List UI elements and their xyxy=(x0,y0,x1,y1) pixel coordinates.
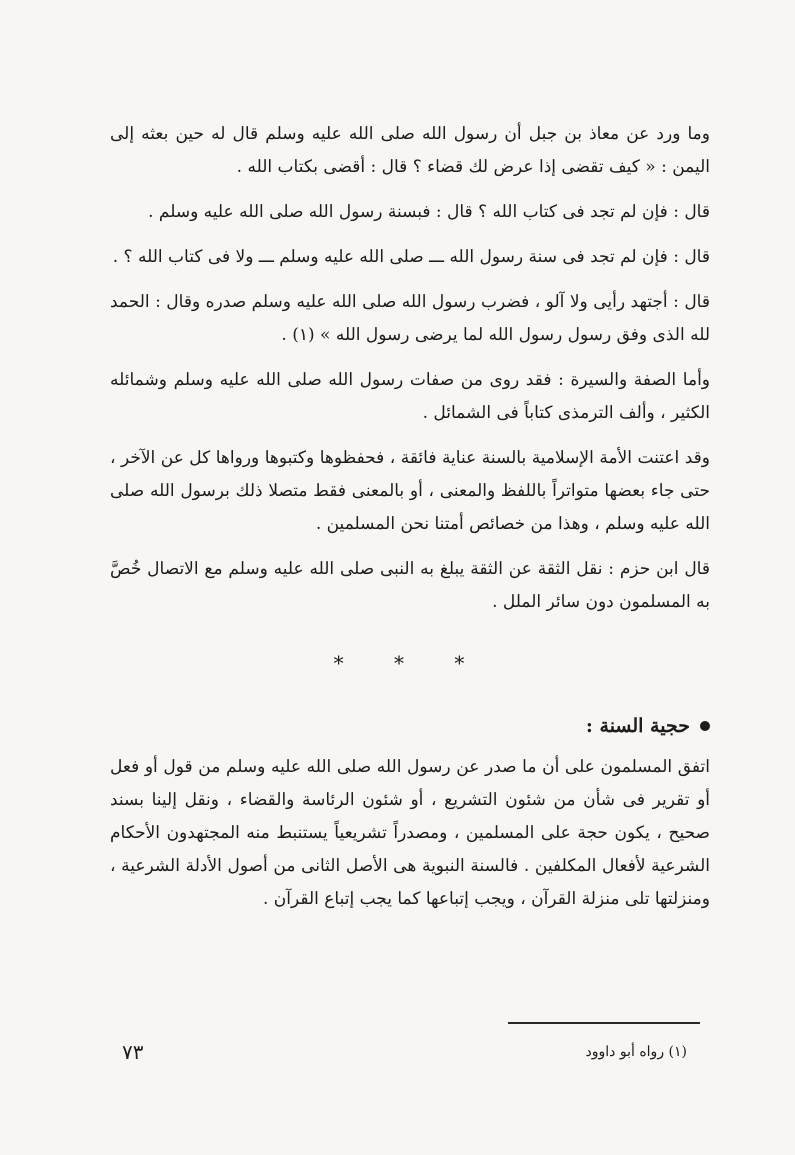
paragraph: قال ابن حزم : نقل الثقة عن الثقة يبلغ به النبى صلى الله عليه وسلم مع الاتصال خُصَّ به المسلمون دون سائر الملل . xyxy=(110,559,710,612)
footnote: (١) رواه أبو داوود xyxy=(585,1044,687,1060)
paragraph: وقد اعتنت الأمة الإسلامية بالسنة عناية فائقة ، فحفظوها وكتبوها ورواها كل عن الآخر ، حتى جاء بعضها متواتراً باللفظ والمعنى ، أو بالمعنى فقط متصلا ذلك برسول الله صلى الله عليه وسلم ، وهذا من خصائص أمتنا نحن المسلمين . xyxy=(110,448,710,534)
page-body xyxy=(110,118,710,928)
paragraph: وما ورد عن معاذ بن جبل أن رسول الله صلى الله عليه وسلم قال له حين بعثه إلى اليمن : « كيف تقضى إذا عرض لك قضاء ؟ قال : أقضى بكتاب الله . xyxy=(110,124,710,177)
paragraph: قال : أجتهد رأيى ولا آلو ، فضرب رسول الله صلى الله عليه وسلم صدره وقال : الحمد لله الذى وفق رسول رسول الله لما يرضى رسول الله » (١) . xyxy=(110,292,710,345)
paragraph: وأما الصفة والسيرة : فقد روى من صفات رسول الله صلى الله عليه وسلم وشمائله الكثير ، وألف الترمذى كتاباً فى الشمائل . xyxy=(110,370,710,423)
section-separator: * * * xyxy=(333,651,487,675)
paragraph: قال : فإن لم تجد فى سنة رسول الله ـــ صلى الله عليه وسلم ـــ ولا فى كتاب الله ؟ . xyxy=(112,247,710,267)
footnote-divider xyxy=(508,1022,700,1024)
section-paragraph: اتفق المسلمون على أن ما صدر عن رسول الله صلى الله عليه وسلم من قول أو فعل أو تقرير فى شأن من شئون التشريع ، أو شئون الرئاسة والقضاء ، ونقل إلينا بسند صحيح ، يكون حجة على المسلمين ، ومصدراً تشريعياً يستنبط منه المجتهدون الأحكام الشرعية لأفعال المكلفين . فالسنة النبوية هى الأصل الثانى من أصول الأدلة الشرعية ، ومنزلتها تلى منزلة القرآن ، ويجب إتباعها كما يجب إتباع القرآن . xyxy=(110,757,710,909)
page-number: ٧٣ xyxy=(122,1040,144,1064)
paragraph: قال : فإن لم تجد فى كتاب الله ؟ قال : فبسنة رسول الله صلى الله عليه وسلم . xyxy=(148,202,710,222)
section-heading xyxy=(110,715,710,737)
bullet-icon xyxy=(700,721,710,731)
section-heading-text: حجية السنة : xyxy=(585,715,690,737)
